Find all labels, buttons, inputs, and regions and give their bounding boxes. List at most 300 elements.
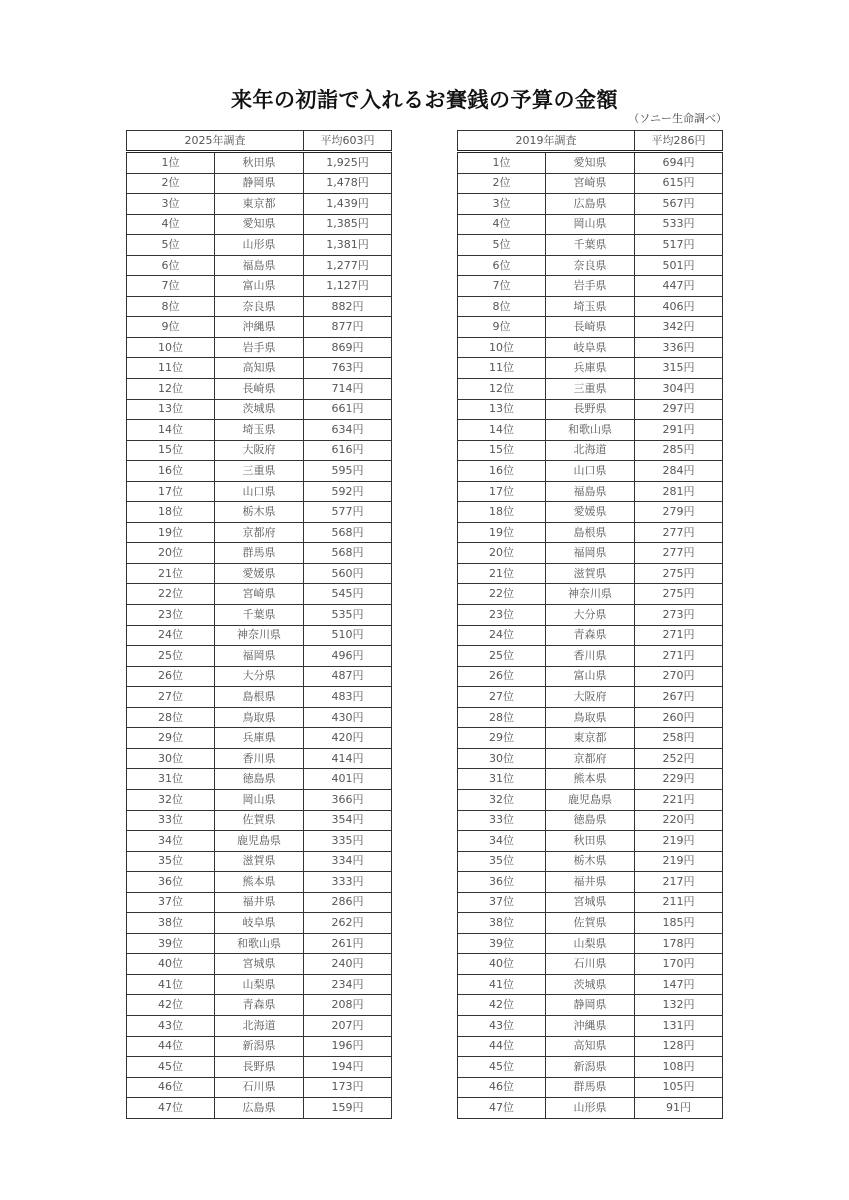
table-row	[458, 1057, 723, 1078]
amount-cell: 229円	[635, 769, 723, 790]
prefecture-cell: 広島県	[215, 1098, 304, 1119]
amount-cell: 496円	[304, 646, 392, 667]
rank-cell: 46位	[458, 1077, 546, 1098]
table-row	[458, 1098, 723, 1119]
rank-cell: 39位	[458, 933, 546, 954]
amount-cell: 595円	[304, 461, 392, 482]
table-row	[127, 420, 392, 441]
prefecture-cell: 長野県	[546, 399, 635, 420]
average-amount: 平均286円	[635, 131, 723, 152]
prefecture-cell: 高知県	[215, 358, 304, 379]
prefecture-cell: 沖縄県	[215, 317, 304, 338]
rank-cell: 5位	[127, 235, 215, 256]
table-row	[458, 954, 723, 975]
rank-cell: 15位	[127, 440, 215, 461]
rank-cell: 16位	[127, 461, 215, 482]
prefecture-cell: 岐阜県	[215, 913, 304, 934]
table-row	[127, 481, 392, 502]
rank-cell: 15位	[458, 440, 546, 461]
amount-cell: 1,127円	[304, 276, 392, 297]
rank-cell: 43位	[127, 1015, 215, 1036]
table-row	[458, 789, 723, 810]
table-row	[458, 748, 723, 769]
table-row	[127, 646, 392, 667]
rank-cell: 20位	[127, 543, 215, 564]
table-row	[127, 605, 392, 626]
amount-cell: 277円	[635, 522, 723, 543]
table-row	[458, 173, 723, 194]
prefecture-cell: 福岡県	[546, 543, 635, 564]
rank-cell: 47位	[127, 1098, 215, 1119]
table-row	[458, 358, 723, 379]
rank-cell: 28位	[458, 707, 546, 728]
amount-cell: 510円	[304, 625, 392, 646]
amount-cell: 185円	[635, 913, 723, 934]
rank-cell: 3位	[127, 194, 215, 215]
prefecture-cell: 新潟県	[546, 1057, 635, 1078]
table-row	[127, 379, 392, 400]
rank-cell: 19位	[458, 522, 546, 543]
table-row	[127, 440, 392, 461]
rank-cell: 26位	[127, 666, 215, 687]
amount-cell: 869円	[304, 337, 392, 358]
prefecture-cell: 青森県	[546, 625, 635, 646]
rank-cell: 1位	[127, 152, 215, 174]
rank-cell: 1位	[458, 152, 546, 174]
prefecture-cell: 鳥取県	[546, 707, 635, 728]
prefecture-cell: 秋田県	[215, 152, 304, 174]
amount-cell: 275円	[635, 584, 723, 605]
amount-cell: 131円	[635, 1015, 723, 1036]
amount-cell: 420円	[304, 728, 392, 749]
rank-cell: 6位	[458, 255, 546, 276]
amount-cell: 217円	[635, 872, 723, 893]
amount-cell: 661円	[304, 399, 392, 420]
table-row	[458, 728, 723, 749]
amount-cell: 221円	[635, 789, 723, 810]
amount-cell: 267円	[635, 687, 723, 708]
table-row	[127, 666, 392, 687]
prefecture-cell: 佐賀県	[546, 913, 635, 934]
rank-cell: 22位	[127, 584, 215, 605]
prefecture-cell: 熊本県	[546, 769, 635, 790]
amount-cell: 196円	[304, 1036, 392, 1057]
prefecture-cell: 群馬県	[546, 1077, 635, 1098]
rank-cell: 35位	[458, 851, 546, 872]
table-row	[127, 810, 392, 831]
rank-cell: 30位	[458, 748, 546, 769]
amount-cell: 334円	[304, 851, 392, 872]
survey-year-label: 2025年調査	[127, 131, 304, 152]
prefecture-cell: 和歌山県	[215, 933, 304, 954]
amount-cell: 714円	[304, 379, 392, 400]
table-row	[127, 1036, 392, 1057]
prefecture-cell: 東京都	[546, 728, 635, 749]
amount-cell: 91円	[635, 1098, 723, 1119]
prefecture-cell: 秋田県	[546, 831, 635, 852]
rank-cell: 20位	[458, 543, 546, 564]
rank-cell: 5位	[458, 235, 546, 256]
amount-cell: 487円	[304, 666, 392, 687]
prefecture-cell: 福島県	[215, 255, 304, 276]
table-row	[127, 1077, 392, 1098]
prefecture-cell: 山梨県	[546, 933, 635, 954]
rank-cell: 23位	[458, 605, 546, 626]
rank-cell: 38位	[458, 913, 546, 934]
prefecture-cell: 福島県	[546, 481, 635, 502]
prefecture-cell: 愛知県	[546, 152, 635, 174]
prefecture-cell: 山梨県	[215, 974, 304, 995]
table-row	[127, 995, 392, 1016]
amount-cell: 178円	[635, 933, 723, 954]
prefecture-cell: 島根県	[546, 522, 635, 543]
amount-cell: 615円	[635, 173, 723, 194]
table-row	[127, 522, 392, 543]
amount-cell: 335円	[304, 831, 392, 852]
rank-cell: 11位	[458, 358, 546, 379]
amount-cell: 877円	[304, 317, 392, 338]
table-row	[458, 605, 723, 626]
prefecture-cell: 千葉県	[546, 235, 635, 256]
rank-cell: 40位	[127, 954, 215, 975]
rank-cell: 32位	[458, 789, 546, 810]
rank-cell: 7位	[127, 276, 215, 297]
rank-cell: 37位	[127, 892, 215, 913]
rank-cell: 31位	[458, 769, 546, 790]
rank-cell: 13位	[458, 399, 546, 420]
table-row	[458, 646, 723, 667]
table-row	[127, 789, 392, 810]
prefecture-cell: 大分県	[546, 605, 635, 626]
amount-cell: 258円	[635, 728, 723, 749]
rank-cell: 22位	[458, 584, 546, 605]
rank-cell: 26位	[458, 666, 546, 687]
amount-cell: 1,439円	[304, 194, 392, 215]
table-row	[458, 974, 723, 995]
amount-cell: 284円	[635, 461, 723, 482]
amount-cell: 1,385円	[304, 214, 392, 235]
rank-cell: 12位	[458, 379, 546, 400]
rank-cell: 21位	[127, 563, 215, 584]
table-row	[127, 255, 392, 276]
table-row	[458, 851, 723, 872]
prefecture-cell: 沖縄県	[546, 1015, 635, 1036]
prefecture-cell: 千葉県	[215, 605, 304, 626]
prefecture-cell: 三重県	[546, 379, 635, 400]
prefecture-cell: 和歌山県	[546, 420, 635, 441]
amount-cell: 128円	[635, 1036, 723, 1057]
table-row	[127, 399, 392, 420]
table-row	[127, 358, 392, 379]
table-row	[458, 296, 723, 317]
prefecture-cell: 大阪府	[215, 440, 304, 461]
prefecture-cell: 岡山県	[546, 214, 635, 235]
rank-cell: 25位	[127, 646, 215, 667]
amount-cell: 207円	[304, 1015, 392, 1036]
table-row	[127, 707, 392, 728]
rank-cell: 45位	[458, 1057, 546, 1078]
table-row	[458, 687, 723, 708]
prefecture-cell: 茨城県	[546, 974, 635, 995]
table-row	[458, 1036, 723, 1057]
amount-cell: 304円	[635, 379, 723, 400]
prefecture-cell: 石川県	[546, 954, 635, 975]
rank-cell: 12位	[127, 379, 215, 400]
table-row	[127, 748, 392, 769]
rank-cell: 16位	[458, 461, 546, 482]
table-row	[458, 707, 723, 728]
table-row	[127, 235, 392, 256]
rank-cell: 21位	[458, 563, 546, 584]
prefecture-cell: 高知県	[546, 1036, 635, 1057]
rank-cell: 17位	[127, 481, 215, 502]
prefecture-cell: 長野県	[215, 1057, 304, 1078]
table-row	[458, 543, 723, 564]
prefecture-cell: 青森県	[215, 995, 304, 1016]
amount-cell: 234円	[304, 974, 392, 995]
rank-cell: 9位	[127, 317, 215, 338]
amount-cell: 447円	[635, 276, 723, 297]
amount-cell: 261円	[304, 933, 392, 954]
amount-cell: 219円	[635, 831, 723, 852]
amount-cell: 315円	[635, 358, 723, 379]
amount-cell: 240円	[304, 954, 392, 975]
table-row	[127, 831, 392, 852]
table-row	[458, 481, 723, 502]
amount-cell: 1,277円	[304, 255, 392, 276]
average-amount: 平均603円	[304, 131, 392, 152]
rank-cell: 27位	[127, 687, 215, 708]
prefecture-cell: 新潟県	[215, 1036, 304, 1057]
prefecture-cell: 滋賀県	[215, 851, 304, 872]
rank-cell: 24位	[458, 625, 546, 646]
amount-cell: 568円	[304, 522, 392, 543]
prefecture-cell: 島根県	[215, 687, 304, 708]
amount-cell: 208円	[304, 995, 392, 1016]
prefecture-cell: 京都府	[215, 522, 304, 543]
table-row	[458, 235, 723, 256]
table-row	[127, 337, 392, 358]
amount-cell: 279円	[635, 502, 723, 523]
prefecture-cell: 群馬県	[215, 543, 304, 564]
amount-cell: 763円	[304, 358, 392, 379]
table-row	[127, 317, 392, 338]
prefecture-cell: 香川県	[215, 748, 304, 769]
table-row	[458, 276, 723, 297]
prefecture-cell: 神奈川県	[546, 584, 635, 605]
prefecture-cell: 北海道	[215, 1015, 304, 1036]
amount-cell: 694円	[635, 152, 723, 174]
rank-cell: 44位	[127, 1036, 215, 1057]
table-row	[127, 214, 392, 235]
prefecture-cell: 熊本県	[215, 872, 304, 893]
rank-cell: 4位	[127, 214, 215, 235]
amount-cell: 336円	[635, 337, 723, 358]
table-row	[458, 769, 723, 790]
table-row	[127, 461, 392, 482]
table-row	[458, 420, 723, 441]
table-row	[127, 913, 392, 934]
amount-cell: 271円	[635, 625, 723, 646]
table-row	[458, 461, 723, 482]
table-row	[458, 810, 723, 831]
prefecture-cell: 奈良県	[546, 255, 635, 276]
prefecture-cell: 福井県	[215, 892, 304, 913]
amount-cell: 1,925円	[304, 152, 392, 174]
rank-cell: 47位	[458, 1098, 546, 1119]
prefecture-cell: 佐賀県	[215, 810, 304, 831]
amount-cell: 501円	[635, 255, 723, 276]
amount-cell: 170円	[635, 954, 723, 975]
rank-cell: 17位	[458, 481, 546, 502]
rank-cell: 18位	[127, 502, 215, 523]
amount-cell: 430円	[304, 707, 392, 728]
rank-cell: 19位	[127, 522, 215, 543]
rank-cell: 34位	[127, 831, 215, 852]
amount-cell: 1,381円	[304, 235, 392, 256]
rank-cell: 10位	[127, 337, 215, 358]
table-row	[458, 255, 723, 276]
amount-cell: 414円	[304, 748, 392, 769]
table-row	[127, 563, 392, 584]
amount-cell: 354円	[304, 810, 392, 831]
prefecture-cell: 大阪府	[546, 687, 635, 708]
table-row	[127, 276, 392, 297]
table-row	[458, 563, 723, 584]
table-row	[458, 399, 723, 420]
amount-cell: 277円	[635, 543, 723, 564]
prefecture-cell: 徳島県	[546, 810, 635, 831]
amount-cell: 285円	[635, 440, 723, 461]
amount-cell: 577円	[304, 502, 392, 523]
rank-cell: 14位	[127, 420, 215, 441]
amount-cell: 634円	[304, 420, 392, 441]
amount-cell: 252円	[635, 748, 723, 769]
prefecture-cell: 山形県	[546, 1098, 635, 1119]
table-row	[458, 317, 723, 338]
amount-cell: 194円	[304, 1057, 392, 1078]
prefecture-cell: 宮城県	[546, 892, 635, 913]
page-title: 来年の初詣で入れるお賽銭の予算の金額	[231, 88, 618, 112]
amount-cell: 533円	[635, 214, 723, 235]
amount-cell: 219円	[635, 851, 723, 872]
prefecture-cell: 愛知県	[215, 214, 304, 235]
amount-cell: 882円	[304, 296, 392, 317]
prefecture-cell: 静岡県	[215, 173, 304, 194]
rank-cell: 46位	[127, 1077, 215, 1098]
rank-cell: 6位	[127, 255, 215, 276]
rank-cell: 32位	[127, 789, 215, 810]
prefecture-cell: 福岡県	[215, 646, 304, 667]
ranking-table-2025	[126, 130, 392, 1119]
amount-cell: 483円	[304, 687, 392, 708]
amount-cell: 211円	[635, 892, 723, 913]
table-row	[458, 872, 723, 893]
table-row	[127, 954, 392, 975]
amount-cell: 342円	[635, 317, 723, 338]
table-row	[127, 1098, 392, 1119]
amount-cell: 568円	[304, 543, 392, 564]
table-row	[458, 892, 723, 913]
rank-cell: 38位	[127, 913, 215, 934]
prefecture-cell: 山口県	[215, 481, 304, 502]
rank-cell: 42位	[127, 995, 215, 1016]
prefecture-cell: 鹿児島県	[546, 789, 635, 810]
prefecture-cell: 栃木県	[215, 502, 304, 523]
amount-cell: 616円	[304, 440, 392, 461]
prefecture-cell: 茨城県	[215, 399, 304, 420]
prefecture-cell: 埼玉県	[546, 296, 635, 317]
rank-cell: 40位	[458, 954, 546, 975]
amount-cell: 401円	[304, 769, 392, 790]
table-row	[458, 1015, 723, 1036]
amount-cell: 270円	[635, 666, 723, 687]
rank-cell: 36位	[127, 872, 215, 893]
rank-cell: 3位	[458, 194, 546, 215]
rank-cell: 8位	[458, 296, 546, 317]
prefecture-cell: 長崎県	[215, 379, 304, 400]
amount-cell: 147円	[635, 974, 723, 995]
rank-cell: 42位	[458, 995, 546, 1016]
amount-cell: 173円	[304, 1077, 392, 1098]
prefecture-cell: 宮崎県	[215, 584, 304, 605]
rank-cell: 2位	[458, 173, 546, 194]
table-row	[127, 974, 392, 995]
rank-cell: 34位	[458, 831, 546, 852]
rank-cell: 27位	[458, 687, 546, 708]
rank-cell: 36位	[458, 872, 546, 893]
prefecture-cell: 兵庫県	[215, 728, 304, 749]
rank-cell: 29位	[458, 728, 546, 749]
table-row	[458, 194, 723, 215]
rank-cell: 11位	[127, 358, 215, 379]
prefecture-cell: 兵庫県	[546, 358, 635, 379]
rank-cell: 35位	[127, 851, 215, 872]
prefecture-cell: 岩手県	[546, 276, 635, 297]
amount-cell: 297円	[635, 399, 723, 420]
prefecture-cell: 石川県	[215, 1077, 304, 1098]
table-row	[127, 173, 392, 194]
amount-cell: 366円	[304, 789, 392, 810]
table-row	[458, 584, 723, 605]
prefecture-cell: 長崎県	[546, 317, 635, 338]
table-row	[127, 584, 392, 605]
table-row	[127, 296, 392, 317]
table-header-row	[127, 131, 392, 152]
rank-cell: 24位	[127, 625, 215, 646]
rank-cell: 33位	[458, 810, 546, 831]
amount-cell: 286円	[304, 892, 392, 913]
amount-cell: 560円	[304, 563, 392, 584]
amount-cell: 132円	[635, 995, 723, 1016]
prefecture-cell: 京都府	[546, 748, 635, 769]
table-row	[127, 625, 392, 646]
amount-cell: 517円	[635, 235, 723, 256]
prefecture-cell: 北海道	[546, 440, 635, 461]
rank-cell: 7位	[458, 276, 546, 297]
table-row	[458, 831, 723, 852]
amount-cell: 281円	[635, 481, 723, 502]
amount-cell: 260円	[635, 707, 723, 728]
table-row	[458, 337, 723, 358]
survey-year-label: 2019年調査	[458, 131, 635, 152]
table-row	[458, 379, 723, 400]
table-row	[127, 687, 392, 708]
prefecture-cell: 岩手県	[215, 337, 304, 358]
rank-cell: 37位	[458, 892, 546, 913]
table-row	[458, 1077, 723, 1098]
prefecture-cell: 富山県	[546, 666, 635, 687]
